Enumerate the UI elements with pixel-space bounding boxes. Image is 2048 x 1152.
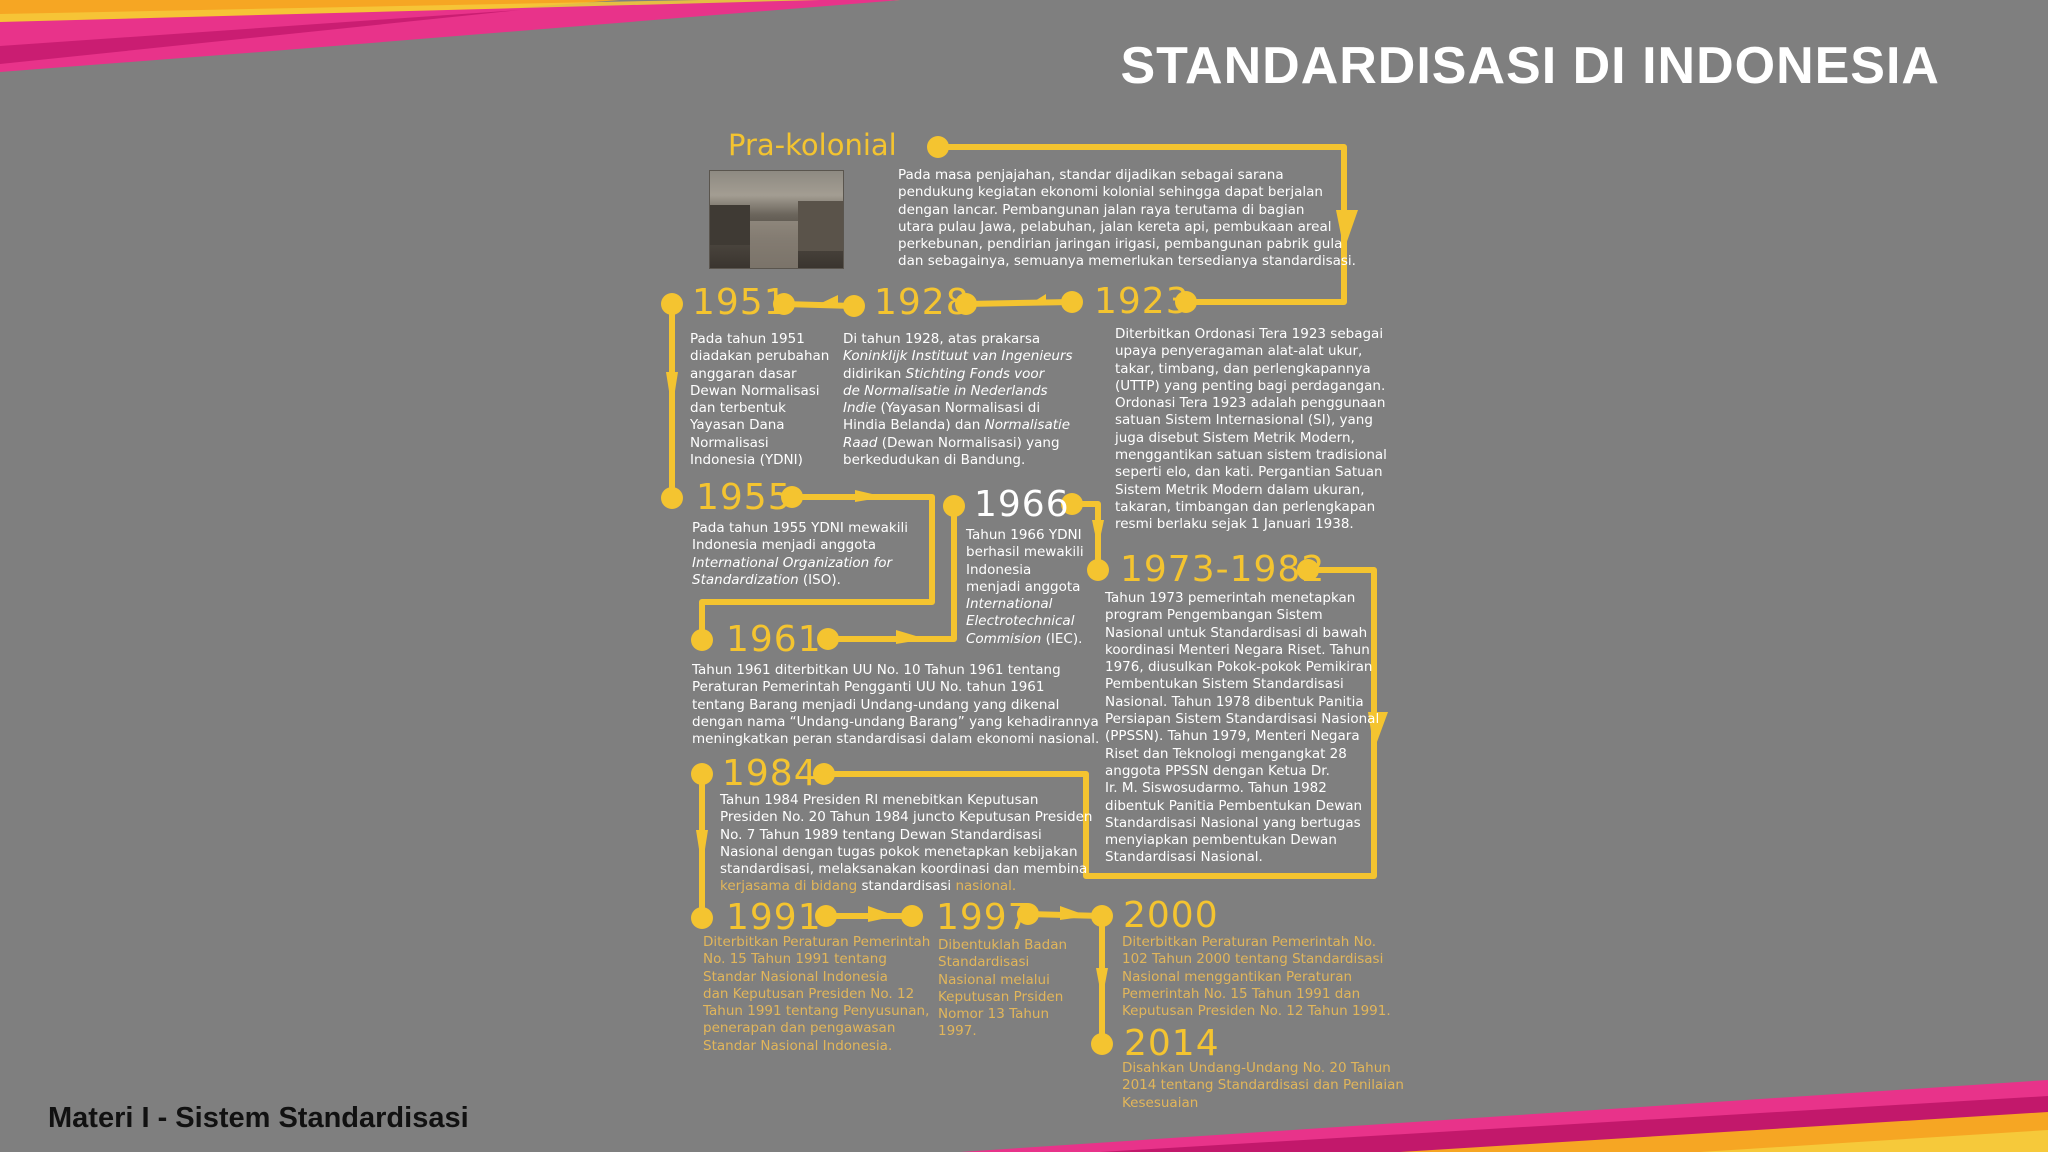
text-1984-span: standardisasi	[861, 878, 952, 895]
text-1923-line: Ordonasi Tera 1923 adalah penggunaan	[1115, 395, 1386, 412]
text-1928-span: berkedudukan di Bandung.	[843, 452, 1026, 469]
text-1923-line: seperti elo, dan kati. Pergantian Satuan	[1115, 464, 1383, 481]
node-1955-left	[661, 487, 683, 509]
text-1961-line: tentang Barang menjadi Undang-undang yang dikenal	[692, 696, 1060, 713]
text-1923-line: menggantikan satuan sistem tradisional	[1115, 447, 1387, 464]
text-1923-line: satuan Sistem Internasional (SI), yang	[1115, 412, 1373, 429]
text-1997-line: Nomor 13 Tahun	[938, 1006, 1050, 1023]
text-1973-line: dibentuk Panitia Pembentukan Dewan	[1105, 797, 1363, 814]
text-1984-line: standardisasi, melaksanakan koordinasi dan membina	[720, 861, 1088, 878]
text-2000-line: Nasional menggantikan Peraturan	[1122, 968, 1353, 985]
text-1973-line: Pembentukan Sistem Standardisasi	[1105, 676, 1344, 693]
text-1973-line: Nasional. Tahun 1978 dibentuk Panitia	[1105, 693, 1364, 710]
node-1923-left	[1061, 291, 1083, 313]
node-2000-left	[1091, 905, 1113, 927]
arrow-1923	[1030, 294, 1046, 304]
node-1928-left	[843, 295, 865, 317]
text-1991	[703, 934, 930, 1055]
text-1973-line: Riset dan Teknologi mengangkat 28	[1105, 745, 1347, 762]
text-1991-line: No. 15 Tahun 1991 tentang	[703, 951, 887, 968]
text-1928-line	[843, 383, 1073, 400]
text-1966-span: Indonesia	[966, 561, 1032, 578]
text-1928-line	[843, 366, 1073, 383]
node-2014-left	[1091, 1033, 1113, 1055]
text-1966-span: Tahun 1966 YDNI	[966, 527, 1082, 543]
text-1973-1982	[1105, 590, 1379, 867]
year-1928: 1928	[874, 282, 970, 323]
text-1973-line: 1976, diusulkan Pokok-pokok Pemikiran	[1105, 659, 1373, 676]
text-2000-line: Pemerintah No. 15 Tahun 1991 dan	[1122, 985, 1361, 1002]
year-1991: 1991	[726, 897, 822, 938]
text-1991-line: Standar Nasional Indonesia.	[703, 1037, 893, 1054]
text-1973-line: Nasional untuk Standardisasi di bawah	[1105, 624, 1368, 641]
text-1973-line: program Pengembangan Sistem	[1105, 607, 1323, 624]
year-1961: 1961	[726, 619, 822, 660]
node-1951-left	[661, 293, 683, 315]
text-1923-line: takaran, timbangan dan perlengkapan	[1115, 498, 1376, 515]
text-1928-italic: Stichting Fonds voor	[905, 365, 1045, 382]
text-1984-line: No. 7 Tahun 1989 tentang Dewan Standardisasi	[720, 826, 1042, 843]
year-1966: 1966	[974, 484, 1070, 525]
text-1966-line	[966, 613, 1084, 630]
text-1966-line	[966, 631, 1084, 648]
text-1997	[938, 937, 1067, 1041]
text-1928-italic: Raad	[843, 434, 878, 451]
text-1966-line	[966, 596, 1084, 613]
text-1928-span: (Dewan Normalisasi) yang	[877, 434, 1060, 451]
text-1966-line	[966, 544, 1084, 561]
text-1984-line	[720, 878, 1092, 895]
text-1984-line: Nasional dengan tugas pokok menetapkan kebijakan	[720, 843, 1078, 860]
slide-title: STANDARDISASI DI INDONESIA	[1120, 37, 1940, 95]
pra-line: dengan lancar. Pembangunan jalan raya terutama di bagian	[898, 201, 1305, 218]
year-1955: 1955	[696, 477, 792, 518]
arrow-2000	[1096, 968, 1108, 1000]
text-1973-line: Standardisasi Nasional yang bertugas	[1105, 814, 1361, 831]
year-2014: 2014	[1124, 1023, 1220, 1064]
text-1955-italic: International Organization for	[692, 554, 893, 571]
text-1991-line: Standar Nasional Indonesia	[703, 968, 888, 985]
text-1973-line: koordinasi Menteri Negara Riset. Tahun	[1105, 641, 1370, 658]
text-1955-line	[692, 555, 908, 572]
arrow-1955	[855, 490, 885, 502]
node-1966-left	[943, 495, 965, 517]
connector-1923-1928	[966, 302, 1072, 304]
text-2000-line: 102 Tahun 2000 tentang Standardisasi	[1122, 951, 1384, 968]
text-1991-line: Diterbitkan Peraturan Pemerintah	[703, 934, 931, 950]
text-1923-line: takar, timbang, dan perlengkapannya	[1115, 360, 1371, 377]
pra-kolonial-text	[898, 167, 1356, 271]
text-1984-line: Tahun 1984 Presiden RI menebitkan Keputusan	[720, 792, 1039, 808]
text-1984-line: Presiden No. 20 Tahun 1984 juncto Keputusan Presiden	[720, 809, 1093, 826]
text-1955	[692, 520, 908, 589]
year-1923: 1923	[1094, 281, 1190, 322]
node-1991-left	[691, 907, 713, 929]
text-1951-line: Pada tahun 1951	[690, 331, 805, 347]
text-1961-line: Tahun 1961 diterbitkan UU No. 10 Tahun 1961 tentang	[692, 662, 1061, 678]
text-1923-line: juga disebut Sistem Metrik Modern,	[1115, 429, 1355, 446]
text-1973-line: anggota PPSSN dengan Ketua Dr.	[1105, 762, 1330, 779]
text-1984	[720, 792, 1092, 896]
year-1997: 1997	[936, 897, 1032, 938]
text-1951-line: dan terbentuk	[690, 400, 786, 417]
text-1966-span: (IEC).	[1041, 630, 1083, 647]
text-1984-span: kerjasama di bidang	[720, 878, 862, 895]
text-1951-line: diadakan perubahan	[690, 348, 830, 365]
text-1951-line: anggaran dasar	[690, 365, 797, 382]
text-1991-line: penerapan dan pengawasan	[703, 1020, 896, 1037]
pra-line: perkebunan, pendirian jaringan irigasi, pembangunan pabrik gula	[898, 236, 1343, 253]
text-1961	[692, 662, 1099, 748]
text-1997-line: Dibentuklah Badan	[938, 937, 1068, 953]
text-2014-line: 2014 tentang Standardisasi dan Penilaian	[1122, 1077, 1404, 1094]
pra-kolonial-label: Pra-kolonial	[728, 128, 897, 162]
text-1928-line	[843, 417, 1073, 434]
text-1961-line: meningkatkan peran standardisasi dalam ekonomi nasional.	[692, 731, 1100, 748]
text-1991-line: Tahun 1991 tentang Penyusunan,	[703, 1003, 930, 1020]
text-1923-line: Sistem Metrik Modern dalam ukuran,	[1115, 481, 1365, 498]
pra-line: Pada masa penjajahan, standar dijadikan sebagai sarana	[898, 167, 1284, 183]
node-1997-left	[901, 905, 923, 927]
text-1928-span: Hindia Belanda) dan	[843, 417, 985, 434]
year-1951: 1951	[692, 282, 788, 323]
text-1928-italic: de Normalisatie in Nederlands	[843, 382, 1048, 399]
text-1973-line: Persiapan Sistem Standardisasi Nasional	[1105, 711, 1380, 728]
text-1955-span: Indonesia menjadi anggota	[692, 537, 877, 554]
text-1973-line: Tahun 1973 pemerintah menetapkan	[1105, 590, 1356, 606]
text-1928-line	[843, 435, 1073, 452]
node-pra	[927, 136, 949, 158]
text-1928	[843, 331, 1073, 469]
text-1997-line: Standardisasi	[938, 954, 1030, 971]
text-1955-line	[692, 520, 908, 537]
text-1923-line: Diterbitkan Ordonasi Tera 1923 sebagai	[1115, 326, 1384, 342]
text-1997-line: Nasional melalui	[938, 971, 1050, 988]
text-1961-line: dengan nama “Undang-undang Barang” yang kehadirannya	[692, 713, 1099, 730]
text-2014	[1122, 1060, 1404, 1112]
text-1955-line	[692, 537, 908, 554]
text-1928-italic: Normalisatie	[984, 417, 1071, 434]
text-1966-line	[966, 527, 1084, 544]
text-1955-span: Pada tahun 1955 YDNI mewakili	[692, 520, 908, 536]
node-1973-left	[1087, 559, 1109, 581]
text-1928-italic: Koninklijk Instituut van Ingenieurs	[843, 348, 1073, 365]
text-1955-italic: Standardization	[692, 571, 799, 588]
text-1923	[1115, 326, 1387, 534]
text-1997-line: 1997.	[938, 1023, 977, 1040]
text-1923-line: upaya penyeragaman alat-alat ukur,	[1115, 343, 1363, 360]
arrow-1966	[1092, 520, 1104, 548]
arrow-1984	[696, 830, 708, 868]
text-1997-line: Keputusan Prsiden	[938, 988, 1064, 1005]
year-1984: 1984	[722, 753, 818, 794]
text-1966-line	[966, 579, 1084, 596]
text-1966-italic: International	[966, 596, 1053, 613]
text-1928-italic: Indie	[843, 400, 877, 417]
colonial-harbor-photo	[709, 170, 844, 269]
text-1951	[690, 331, 829, 469]
text-2000	[1122, 934, 1391, 1020]
text-1973-line: (PPSSN). Tahun 1979, Menteri Negara	[1105, 728, 1360, 745]
pra-line: pendukung kegiatan ekonomi kolonial sehingga dapat berjalan	[898, 184, 1323, 201]
slide-footer: Materi I - Sistem Standardisasi	[48, 1102, 469, 1134]
text-1966-italic: Commision	[966, 630, 1042, 647]
pra-line: dan sebagainya, semuanya memerlukan tersedianya standardisasi.	[898, 253, 1356, 270]
text-1951-line: Yayasan Dana	[690, 417, 785, 434]
text-1928-line	[843, 348, 1073, 365]
node-1984-left	[691, 763, 713, 785]
text-1966	[966, 527, 1084, 648]
pra-line: utara pulau Jawa, pelabuhan, jalan kereta api, pembukaan areal	[898, 218, 1332, 235]
text-2014-line: Disahkan Undang-Undang No. 20 Tahun	[1122, 1060, 1391, 1076]
text-2000-line: Diterbitkan Peraturan Pemerintah No.	[1122, 934, 1377, 950]
text-2014-line: Kesesuaian	[1122, 1094, 1199, 1111]
text-1973-line: Standardisasi Nasional.	[1105, 849, 1263, 866]
text-1928-span: (Yayasan Normalisasi di	[876, 400, 1041, 417]
text-1984-span: nasional.	[951, 878, 1017, 895]
text-1973-line: Ir. M. Siswosudarmo. Tahun 1982	[1105, 780, 1327, 797]
text-1928-line	[843, 400, 1073, 417]
text-1951-line: Indonesia (YDNI)	[690, 452, 803, 469]
text-1966-span: menjadi anggota	[966, 578, 1081, 595]
arrow-1928	[815, 295, 838, 306]
year-2000: 2000	[1123, 895, 1219, 936]
text-1966-span: berhasil mewakili	[966, 544, 1084, 561]
text-1923-line: (UTTP) yang penting bagi perdagangan.	[1115, 377, 1386, 394]
text-1928-span: didirikan	[843, 365, 906, 382]
text-1973-line: menyiapkan pembentukan Dewan	[1105, 832, 1337, 849]
text-1991-line: dan Keputusan Presiden No. 12	[703, 985, 915, 1002]
text-1928-line	[843, 452, 1073, 469]
text-2000-line: Keputusan Presiden No. 12 Tahun 1991.	[1122, 1003, 1391, 1020]
text-1955-line	[692, 572, 908, 589]
text-1955-span: (ISO).	[798, 571, 841, 588]
node-1961-left	[691, 629, 713, 651]
arrow-1951	[666, 372, 678, 410]
text-1923-line: resmi berlaku sejak 1 Januari 1938.	[1115, 516, 1354, 533]
text-1961-line: Peraturan Pemerintah Pengganti UU No. tahun 1961	[692, 679, 1045, 696]
text-1928-line	[843, 331, 1073, 348]
text-1928-span: Di tahun 1928, atas prakarsa	[843, 331, 1041, 347]
text-1951-line: Dewan Normalisasi	[690, 382, 820, 399]
year-1973-1982: 1973-1982	[1120, 549, 1326, 590]
text-1951-line: Normalisasi	[690, 434, 769, 451]
text-1966-line	[966, 562, 1084, 579]
text-1966-italic: Electrotechnical	[966, 613, 1075, 630]
